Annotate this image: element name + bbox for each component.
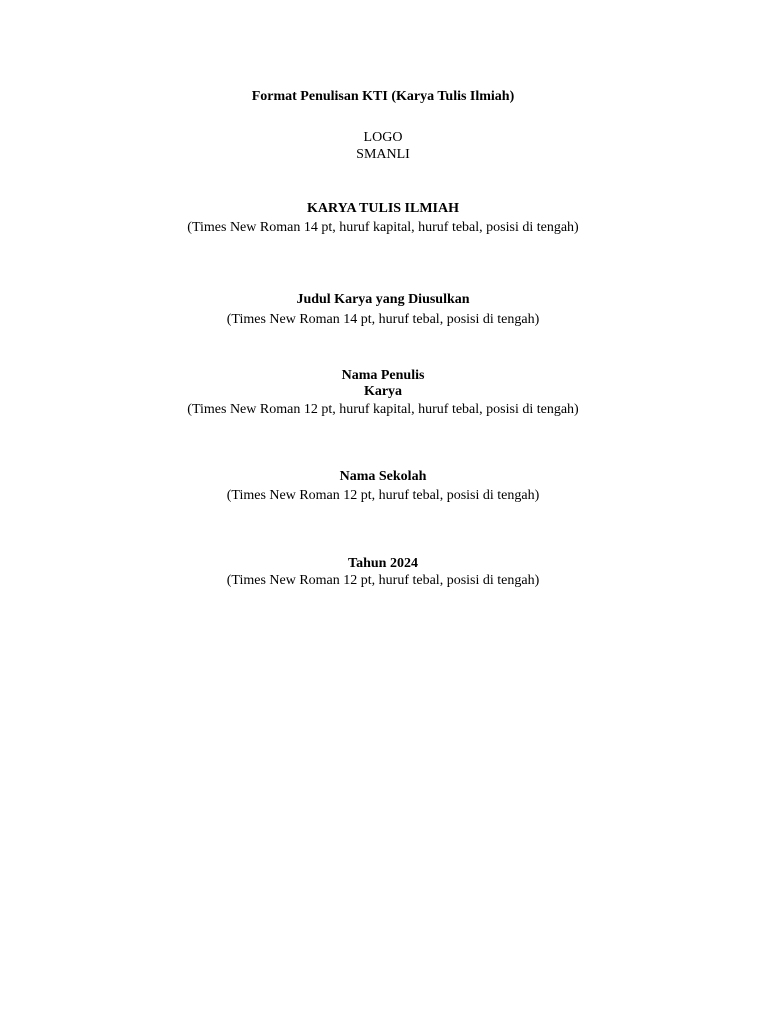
section-note-karya-tulis-ilmiah: (Times New Roman 14 pt, huruf kapital, huruf tebal, posisi di tengah): [187, 220, 579, 235]
section-title-nama-penulis: Nama Penulis: [341, 368, 425, 383]
section-title-karya: Karya: [363, 384, 403, 399]
section-title-karya-tulis-ilmiah: KARYA TULIS ILMIAH: [307, 201, 459, 216]
section-note-tahun: (Times New Roman 12 pt, huruf tebal, posisi di tengah): [226, 573, 540, 588]
section-note-nama-sekolah: (Times New Roman 12 pt, huruf tebal, posisi di tengah): [226, 488, 540, 503]
logo-placeholder-line1: LOGO: [363, 130, 403, 145]
section-title-tahun: Tahun 2024: [348, 556, 418, 571]
document-heading: Format Penulisan KTI (Karya Tulis Ilmiah): [251, 89, 515, 104]
logo-placeholder-line2: SMANLI: [356, 147, 410, 162]
section-note-judul-karya: (Times New Roman 14 pt, huruf tebal, posisi di tengah): [226, 312, 540, 327]
section-title-judul-karya: Judul Karya yang Diusulkan: [296, 292, 470, 307]
section-note-nama-penulis: (Times New Roman 12 pt, huruf kapital, huruf tebal, posisi di tengah): [187, 402, 579, 417]
section-title-nama-sekolah: Nama Sekolah: [339, 469, 427, 484]
